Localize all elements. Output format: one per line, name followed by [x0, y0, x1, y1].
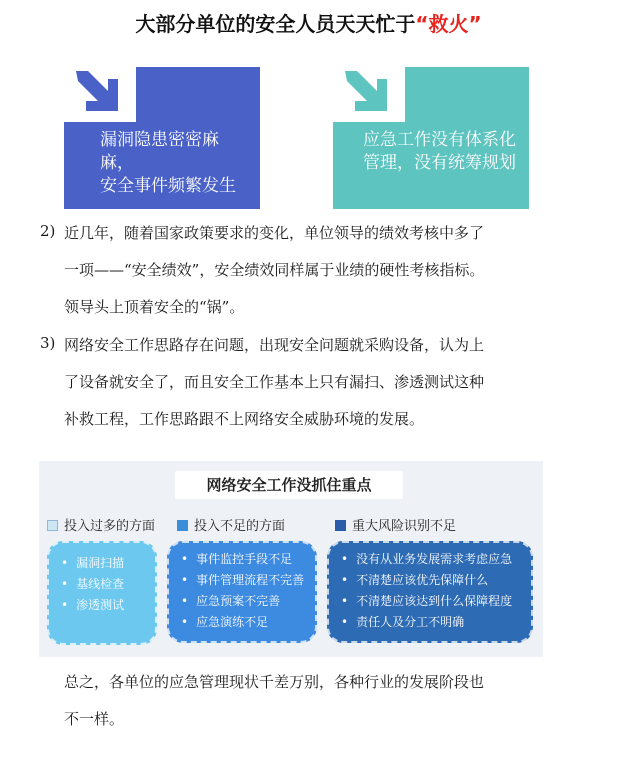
- list-item: • 基线检查: [61, 574, 155, 595]
- arrow-down-right-icon: [337, 67, 395, 117]
- page-title: [0, 8, 617, 37]
- title-text: 大部分单位的安全人员天天忙于: [135, 12, 416, 36]
- problem-card-2: [333, 67, 529, 209]
- list-item: • 渗透测试: [61, 595, 155, 616]
- panel-title: 网络安全工作没抓住重点: [175, 471, 403, 499]
- list-item: • 漏洞扫描: [61, 553, 155, 574]
- problem-card-1: [64, 67, 260, 209]
- list-item: • 责任人及分工不明确: [341, 612, 531, 633]
- title-highlight: “救火”: [415, 12, 482, 36]
- list-item: • 事件监控手段不足: [181, 549, 315, 570]
- card-text: 漏洞隐患密密麻麻， 安全事件频繁发生: [100, 130, 236, 196]
- arrow-down-right-icon: [68, 67, 126, 117]
- list-item: • 不清楚应该达到什么保障程度: [341, 591, 531, 612]
- focus-panel: [39, 461, 543, 657]
- list-item: • 应急演练不足: [181, 612, 315, 633]
- card-text: 应急工作没有体系化 管理，没有统筹规划: [363, 130, 516, 173]
- list-item: • 不清楚应该优先保障什么: [341, 570, 531, 591]
- list-item: • 事件管理流程不完善: [181, 570, 315, 591]
- risk-box: [327, 541, 533, 643]
- category-risk: 重大风险识别不足: [335, 515, 456, 534]
- list-item: • 应急预案不完善: [181, 591, 315, 612]
- list-item: • 没有从业务发展需求考虑应急: [341, 549, 531, 570]
- category-over-invest: 投入过多的方面: [47, 515, 155, 534]
- under-invest-box: [167, 541, 317, 643]
- over-invest-box: [47, 541, 157, 645]
- category-under-invest: 投入不足的方面: [177, 515, 285, 534]
